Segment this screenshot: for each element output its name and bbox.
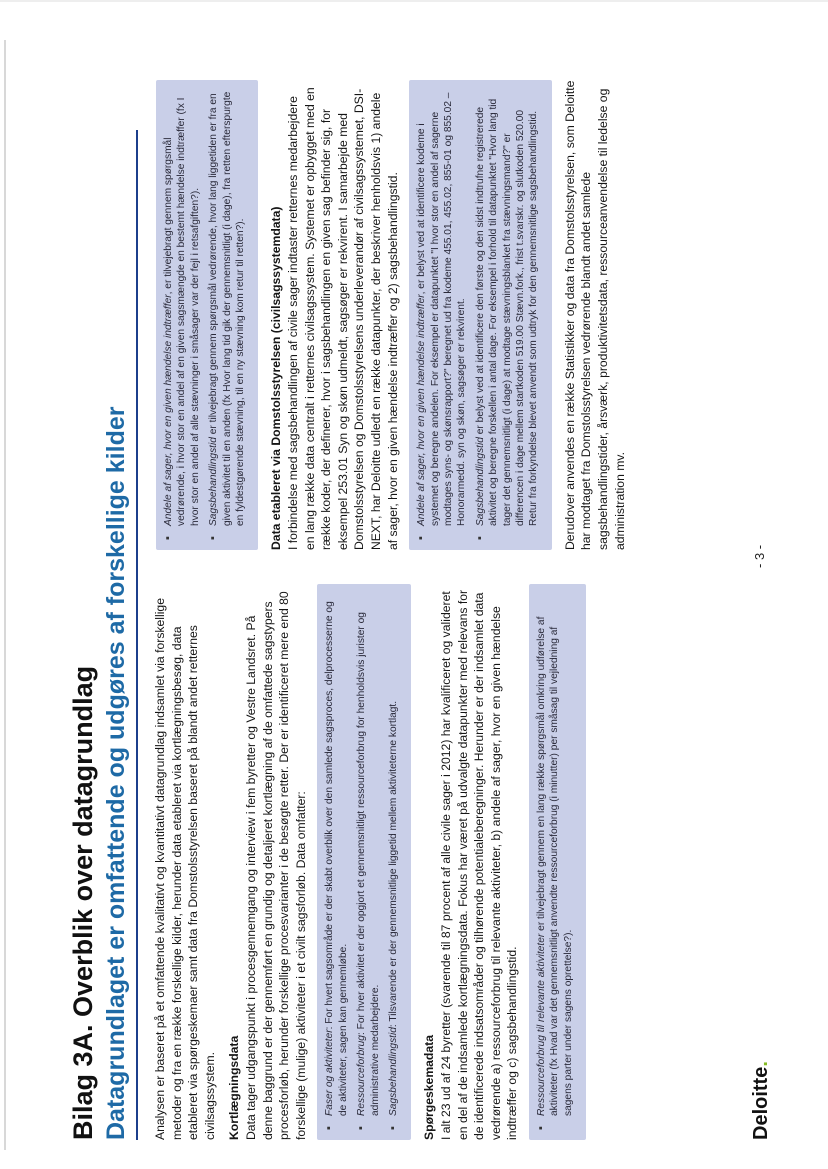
bullet-text: : For hver aktivitet er der opgjort et gennemsnitligt ressourceforbrug for henholdsvis jurister og administrative medarbejdere. [356,612,381,1116]
info-box-civilsagssystem [409,80,552,550]
section-heading-kortlaegning: Kortlægningsdata [227,1035,242,1140]
bullet-term: Sagsbehandlingstid [474,437,486,526]
bullet-item [415,88,469,526]
bullet-term: Ressourceforbrug [356,1035,368,1116]
bullet-text: , er belyst ved at identificere kodeme i systemet og beregne andelen. For eksempel er datapunktet "I hvor stor en andel af sagerne modtages syns- og skønsrapport?" beregnet ud fra kodeme 455.01, 455.02, 855-01 og 855.02 – Honorarmedd. syn og skøn, sagsøger er rekvirent. [416,92,468,526]
page-title: Bilag 3A. Overblik over datagrundlag [68,665,98,1140]
bullet-text: er belyst ved at identificere den første og den sidst indtrufne registrerede aktivitet og beregne forskellen i antal dage. For eksempel i forhold til datapunktet "Hvor lang tid tager det gennemsnitligt (i dage) at modtage stævningsblanket fra stævningsmand?" er differencen i dage mellem startkoden 519.00 Stævn.fork., frist t.svarskr. og slutkoden 520.00 Retur fra forkyndelse blevet anvendt som udtryk for den gennemsnitlige sagsbehandlingstid. [474,98,540,526]
bullet-list [323,592,400,1132]
closing-paragraph: Derudover anvendes en række Statistikker og data fra Domstolsstyrelsen, som Deloitte har modtaget fra Domstolsstyrelsen vedrørende blandt andet samlede sagsbehandlingstider, årsværk, produktivitetsdata, ressourceanvendelse til ledelse og administration mv. [562,80,627,550]
title-divider [136,130,138,1140]
intro-paragraph: Analysen er baseret på et omfattende kvalitativt og kvantitativt datagrundlag indsamlet via forskellige metoder og fra en række forskellige kilder, herunder data etableret via kortlægningsbesøg, data etableret via spørgeskemaer samt data fra Domstolsstyrelsen baseret på blandt andet retternes civilsagssystem. [153,598,217,1140]
info-box-spoergeskema [529,584,586,1140]
bullet-list [162,88,247,542]
kortlaegning-paragraph: Data tager udgangspunkt i procesgennemgang og interview i fem byretter og Vestre Landsret. På denne baggrund er der gennemført en grundig og detaljeret kortlægning af de omfattede sagstypers procesforløb, herunder forskellige procesvarianter i de besøgte retter. Der er identificeret mere end 80 forskellige (mulige) aktiviteter i et civilt sagsforløb. Data omfatter: [243,591,308,1140]
bullet-item [355,592,382,1116]
right-column [152,80,636,550]
bullet-item [162,88,202,526]
info-box-kortlaegning [317,584,411,1140]
bullet-text: : For hvert sagsområde er der skabt overblik over den samlede sagsproces, delprocesserne og de aktiviteter, sagen kan gennemløbe. [324,601,349,1116]
info-box-spoergeskema-cont [156,80,258,550]
bullet-list [535,592,575,1132]
bullet-term: Faser og aktiviteter [324,1029,336,1116]
bullet-item [535,592,575,1116]
bullet-term: Sagsbehandlingstid [387,1027,399,1116]
section-heading-spoergeskema: Spørgeskemadata [422,1035,437,1140]
left-column [152,584,596,1140]
bullet-term: Andele af sager, hvor en given hændelse indtræffer [416,294,428,526]
bullet-text: er tilvejebragt gennem spørgsmål vedrørende, hvor lang liggetiden er fra en given aktivitet til en anden (fx Hvor lang tid gik der gennemsnitligt (i dage), fra retten efterspurgte en fyldestgørende stævning, til en ny stævning kom retur til retten?). [208,91,247,526]
bullet-item [207,88,247,526]
page-number: - 3 - [752,544,767,568]
logo-text: Deloitte [750,1066,772,1140]
bullet-item [387,592,400,1116]
domstolsstyrelsen-paragraph: I forbindelse med sagsbehandlingen af civile sager indtaster retternes medarbejdere en lang række data centralt i retternes civilsagssystem. Systemet er opbygget med en række koder, der definerer, hvor i sagsbehandlingen en given sag befinder sig, for eksempel 253.01 Syn og skøn udmeldt, sagsøger er rekvirent. I samarbejde med Domstolsstyrelsen og Domstolsstyrelsens underleverandør af civilsagssystemet, DSI-NEXT, har Deloitte udledt en række datapunkter, der beskriver henholdsvis 1) andele af sager, hvor en given hændelse indtræffer og 2) sagsbehandlingstid. [286,87,400,550]
bullet-term: Sagsbehandlingstid [208,437,220,526]
bullet-list [415,88,541,542]
bullet-text: : Tilsvarende er der gennemsnitlige liggetid mellem aktiviteterne kortlagt. [387,700,399,1028]
rotated-slide [60,30,780,1150]
logo-dot: . [750,1061,772,1067]
page-edge-left [4,40,6,1150]
bullet-term: Ressourceforbrug til relevante aktiviteter [535,933,547,1116]
bullet-term: Andele af sager, hvor en given hændelse indtræffer [163,294,174,526]
page-subtitle: Datagrundlaget er omfattende og udgøres af forskellige kilder [102,406,130,1140]
spoergeskema-paragraph: I alt 23 ud af 24 byretter (svarende til 87 procent af alle civile sager i 2012) har kvalificeret og valideret en del af de indsamlede kortlægningsdata. Fokus har været på udvalgte datapunkter med relevans for de identificerede indsatsområder og tilhørende potentialeberegninger. Herunder er der indsamlet data vedrørende a) ressourceforbrug til relevante aktiviteter, b) andele af sager, hvor en given hændelse indtræffer og c) sagsbehandlingstid. [438,589,520,1140]
deloitte-logo [750,1061,773,1140]
bullet-item [323,592,350,1116]
section-heading-domstolsstyrelsen: Data etableret via Domstolsstyrelsen (civilsagssystemdata) [269,206,284,550]
bullet-text: , er tilvejebragt gennem spørgsmål vedrørende, i hvor stor en andel af en given sagsmængde en bestemt hændelse indtræffer (fx I hvor stor en andel af alle stævninger i småsager var der fejl i retsafgiften?). [163,97,201,526]
bullet-item [474,88,541,526]
bullet-text: er tilvejebragt gennem en lang række spørgsmål omkring udførelse af aktiviteter (fx Hvad var det gennemsnitligt anvendte ressourceforbrug (i minutter) per småsag til vejledning af sagens parter under sagens oprettelse?). [535,616,574,1116]
page-edge-top [0,0,828,2]
